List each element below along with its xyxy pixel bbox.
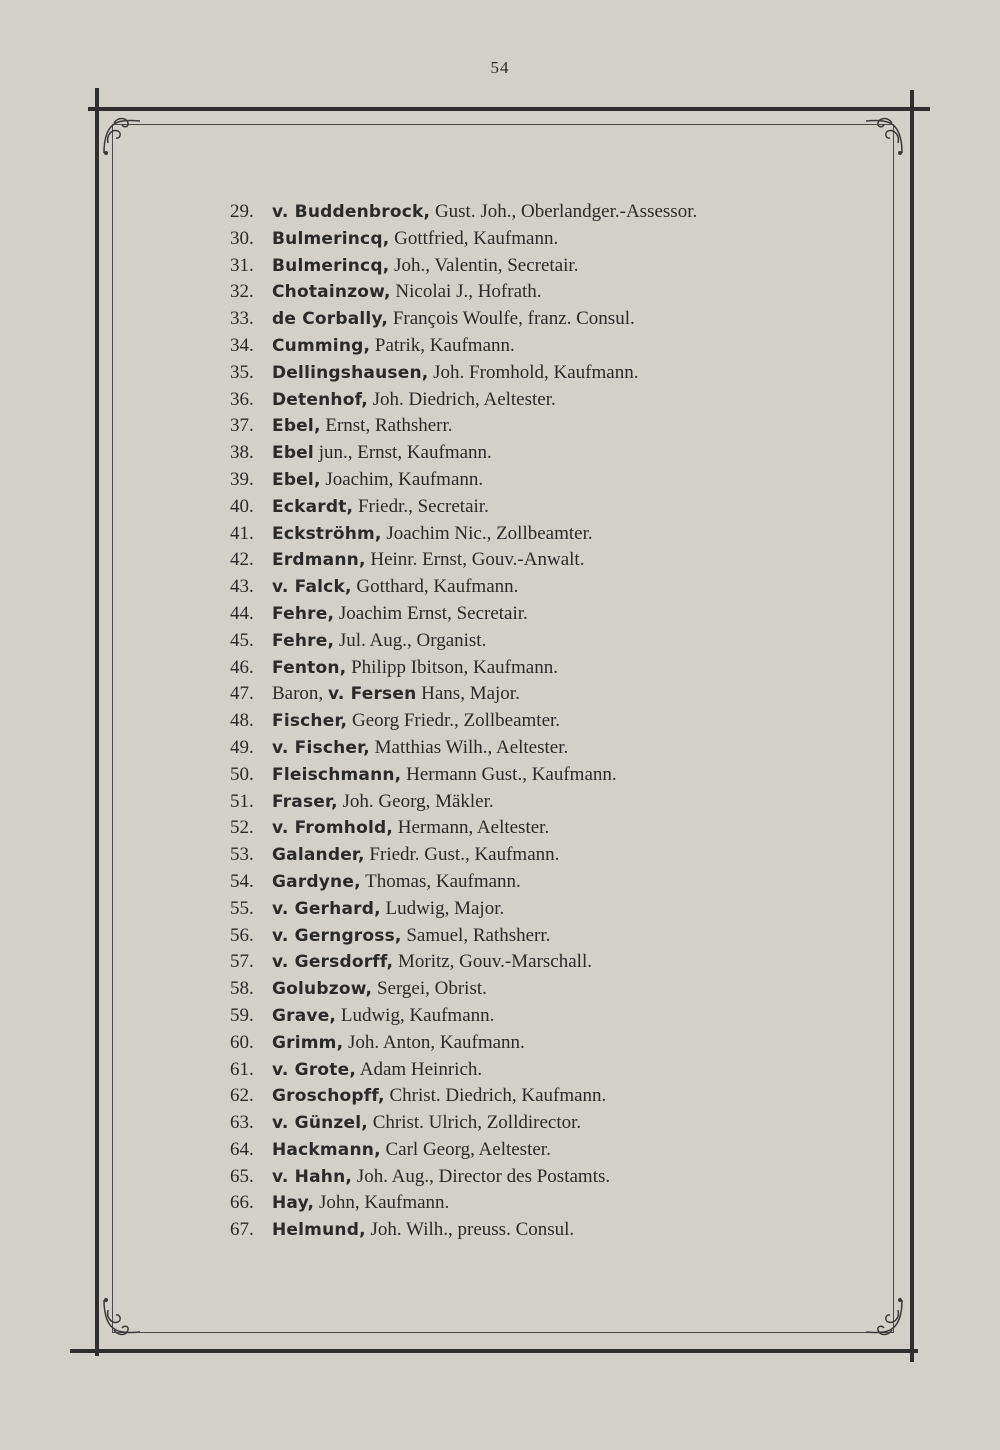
entry-details: Georg Friedr., Zollbeamter. — [347, 710, 561, 732]
entry-number: 46. — [230, 656, 254, 678]
entry-details: Joh. Aug., Director des Postamts. — [352, 1165, 611, 1187]
entry-surname: Fischer, — [272, 711, 348, 732]
list-item — [230, 789, 697, 816]
entry-details: Heinr. Ernst, Gouv.-Anwalt. — [365, 549, 585, 571]
entry-number: 42. — [230, 549, 254, 571]
list-item — [230, 628, 697, 655]
entry-details: Friedr., Secretair. — [353, 495, 489, 517]
entry-number: 65. — [230, 1165, 254, 1187]
entry-number: 34. — [230, 334, 254, 356]
entry-number: 37. — [230, 415, 254, 437]
entry-number: 61. — [230, 1058, 254, 1080]
entry-surname: Eckströhm, — [272, 523, 382, 544]
entry-details: Joh., Valentin, Secretair. — [389, 254, 579, 276]
list-item — [230, 762, 697, 789]
page-number: 54 — [490, 58, 510, 77]
entry-details: Hermann, Aeltester. — [393, 817, 550, 839]
list-item — [230, 306, 697, 333]
entry-details: Thomas, Kaufmann. — [360, 870, 521, 892]
corner-ornament-icon — [100, 113, 144, 157]
entry-surname: v. Grote, — [272, 1059, 357, 1080]
entry-number: 62. — [230, 1085, 254, 1107]
list-item — [230, 815, 697, 842]
list-item — [230, 440, 697, 467]
frame-left-rule — [95, 88, 99, 1356]
entry-surname: v. Fischer, — [272, 737, 370, 758]
entry-number: 53. — [230, 844, 254, 866]
entry-number: 59. — [230, 1004, 254, 1026]
entry-number: 57. — [230, 951, 254, 973]
corner-ornament-icon — [100, 1296, 144, 1340]
corner-ornament-icon — [862, 113, 906, 157]
list-item — [230, 1003, 697, 1030]
list-item — [230, 1083, 697, 1110]
entry-number: 55. — [230, 897, 254, 919]
entry-number: 67. — [230, 1219, 254, 1241]
list-item — [230, 923, 697, 950]
entry-surname: v. Gersdorff, — [272, 952, 394, 973]
entry-surname: v. Gerngross, — [272, 925, 402, 946]
entry-details: Nicolai J., Hofrath. — [390, 281, 542, 303]
entry-details: Gottfried, Kaufmann. — [389, 227, 559, 249]
entry-surname: Fraser, — [272, 791, 338, 812]
list-item — [230, 279, 697, 306]
list-item — [230, 655, 697, 682]
entry-surname: Grave, — [272, 1005, 337, 1026]
entry-surname: Bulmerincq, — [272, 255, 390, 276]
entry-surname: Detenhof, — [272, 389, 368, 410]
entry-number: 43. — [230, 576, 254, 598]
entry-surname: Fleischmann, — [272, 764, 402, 785]
entry-surname: Bulmerincq, — [272, 228, 390, 249]
entry-surname: v. Günzel, — [272, 1113, 368, 1134]
list-item — [230, 1057, 697, 1084]
entry-details: Matthias Wilh., Aeltester. — [369, 736, 569, 758]
entry-surname: Fehre, — [272, 630, 335, 651]
entry-number: 56. — [230, 924, 254, 946]
list-item — [230, 896, 697, 923]
entry-details: Samuel, Rathsherr. — [401, 924, 551, 946]
entry-details: Gotthard, Kaufmann. — [351, 576, 519, 598]
entry-surname: Ebel, — [272, 416, 321, 437]
list-item — [230, 521, 697, 548]
entry-number: 51. — [230, 790, 254, 812]
entry-number: 58. — [230, 978, 254, 1000]
list-item — [230, 1190, 697, 1217]
entry-details: Adam Heinrich. — [356, 1058, 483, 1080]
entry-number: 48. — [230, 710, 254, 732]
entry-details: Sergei, Obrist. — [372, 978, 487, 1000]
entry-details: Patrik, Kaufmann. — [370, 334, 515, 356]
entry-surname: v. Gerhard, — [272, 898, 381, 919]
entry-details: Joachim Nic., Zollbeamter. — [381, 522, 593, 544]
entry-surname: Helmund, — [272, 1220, 366, 1241]
entry-surname: v. Fromhold, — [272, 818, 394, 839]
entry-surname: Hay, — [272, 1193, 315, 1214]
entry-surname: v. Falck, — [272, 577, 352, 598]
list-item — [230, 708, 697, 735]
list-item — [230, 360, 697, 387]
entry-number: 40. — [230, 495, 254, 517]
entry-surname: Gardyne, — [272, 871, 361, 892]
entry-details: John, Kaufmann. — [314, 1192, 450, 1214]
member-list — [230, 199, 697, 1244]
entry-surname: Hackmann, — [272, 1139, 381, 1160]
entry-number: 38. — [230, 442, 254, 464]
entry-number: 35. — [230, 361, 254, 383]
entry-surname: Erdmann, — [272, 550, 366, 571]
list-item — [230, 547, 697, 574]
frame-right-rule — [910, 90, 914, 1362]
entry-number: 49. — [230, 736, 254, 758]
list-item — [230, 467, 697, 494]
list-item — [230, 413, 697, 440]
list-item — [230, 199, 697, 226]
entry-details: Ernst, Rathsherr. — [320, 415, 453, 437]
entry-number: 54. — [230, 870, 254, 892]
frame-bottom-rule — [70, 1349, 918, 1353]
entry-number: 29. — [230, 201, 254, 222]
entry-surname: v. Fersen — [327, 684, 417, 705]
entry-surname: Ebel, — [272, 469, 321, 490]
entry-number: 60. — [230, 1031, 254, 1053]
entry-number: 41. — [230, 522, 254, 544]
list-item — [230, 1030, 697, 1057]
entry-surname: v. Buddenbrock, — [272, 202, 431, 222]
entry-surname: Golubzow, — [272, 979, 373, 1000]
entry-surname: Fenton, — [272, 657, 347, 678]
entry-number: 31. — [230, 254, 254, 276]
list-item — [230, 253, 697, 280]
entry-details: Joh. Georg, Mäkler. — [337, 790, 494, 812]
entry-surname: Fehre, — [272, 603, 335, 624]
entry-details: jun., Ernst, Kaufmann. — [313, 442, 492, 464]
entry-surname: Dellingshausen, — [272, 362, 429, 383]
list-item — [230, 1110, 697, 1137]
entry-surname: Grimm, — [272, 1032, 344, 1053]
entry-number: 33. — [230, 308, 254, 330]
list-item — [230, 333, 697, 360]
frame-top-rule — [88, 107, 930, 111]
entry-surname: Eckardt, — [272, 496, 354, 517]
list-item — [230, 387, 697, 414]
entry-number: 63. — [230, 1112, 254, 1134]
entry-details: Joh. Fromhold, Kaufmann. — [428, 361, 639, 383]
list-item — [230, 601, 697, 628]
entry-number: 39. — [230, 468, 254, 490]
corner-ornament-icon — [862, 1296, 906, 1340]
entry-number: 36. — [230, 388, 254, 410]
entry-number: 52. — [230, 817, 254, 839]
entry-details: Christ. Diedrich, Kaufmann. — [384, 1085, 607, 1107]
list-item — [230, 869, 697, 896]
entry-details: Joachim Ernst, Secretair. — [334, 602, 528, 624]
list-item — [230, 976, 697, 1003]
entry-number: 50. — [230, 763, 254, 785]
entry-surname: de Corbally, — [272, 309, 389, 330]
list-item — [230, 494, 697, 521]
entry-number: 45. — [230, 629, 254, 651]
entry-details: Hans, Major. — [416, 683, 520, 705]
entry-details: Ludwig, Major. — [380, 897, 505, 919]
entry-details: Gust. Joh., Oberlandger.-Assessor. — [430, 201, 698, 222]
entry-details: Joh. Anton, Kaufmann. — [343, 1031, 525, 1053]
entry-details: Christ. Ulrich, Zolldirector. — [367, 1112, 582, 1134]
entry-details: Carl Georg, Aeltester. — [380, 1138, 551, 1160]
entry-number: 32. — [230, 281, 254, 303]
entry-prefix: Baron, — [272, 683, 328, 705]
entry-surname: v. Hahn, — [272, 1166, 353, 1187]
entry-number: 47. — [230, 683, 254, 705]
entry-surname: Chotainzow, — [272, 282, 391, 303]
entry-surname: Cumming, — [272, 335, 371, 356]
entry-details: Ludwig, Kaufmann. — [336, 1004, 495, 1026]
entry-surname: Ebel — [272, 443, 314, 464]
list-item — [230, 1217, 697, 1244]
entry-details: Moritz, Gouv.-Marschall. — [393, 951, 592, 973]
list-item — [230, 1164, 697, 1191]
entry-surname: Galander, — [272, 845, 365, 866]
entry-details: Friedr. Gust., Kaufmann. — [364, 844, 560, 866]
entry-number: 30. — [230, 227, 254, 249]
entry-details: Hermann Gust., Kaufmann. — [401, 763, 617, 785]
list-item — [230, 1137, 697, 1164]
entry-surname: Groschopff, — [272, 1086, 385, 1107]
entry-details: Joachim, Kaufmann. — [320, 468, 484, 490]
list-item — [230, 574, 697, 601]
list-item — [230, 226, 697, 253]
list-item — [230, 681, 697, 708]
list-item — [230, 735, 697, 762]
entry-number: 66. — [230, 1192, 254, 1214]
entry-details: François Woulfe, franz. Consul. — [388, 308, 635, 330]
entry-details: Joh. Wilh., preuss. Consul. — [365, 1219, 575, 1241]
entry-number: 44. — [230, 602, 254, 624]
entry-number: 64. — [230, 1138, 254, 1160]
entry-details: Jul. Aug., Organist. — [334, 629, 487, 651]
list-item — [230, 949, 697, 976]
entry-details: Philipp Ibitson, Kaufmann. — [346, 656, 558, 678]
entry-details: Joh. Diedrich, Aeltester. — [367, 388, 556, 410]
list-item — [230, 842, 697, 869]
